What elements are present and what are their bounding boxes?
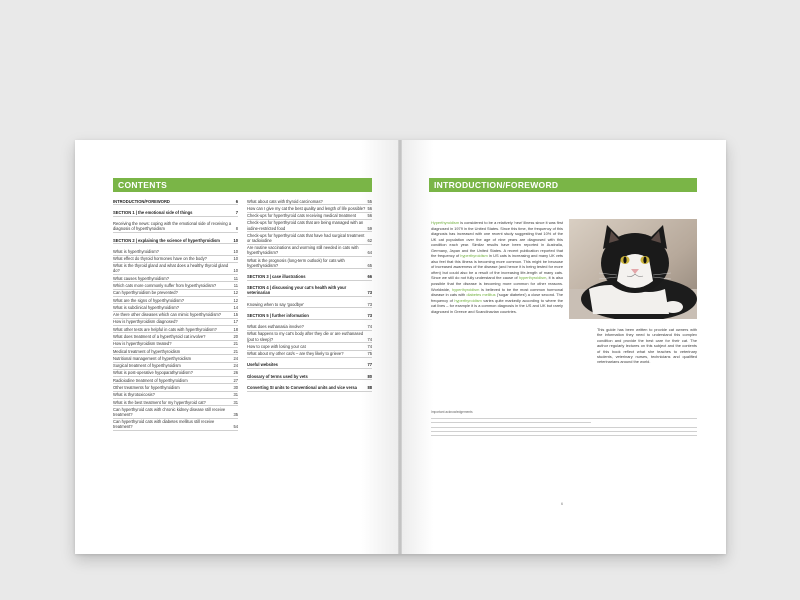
toc-entry <box>113 237 238 244</box>
toc-entry-title: Can hyperthyroid cats with chronic kidney disease still receive treatment? <box>113 406 226 417</box>
highlight-term: hyperthyroidism <box>454 297 482 303</box>
toc-entry-title: Surgical treatment of hyperthyroidism <box>113 363 181 369</box>
toc-entry <box>113 384 238 391</box>
book-gutter <box>398 140 402 554</box>
toc-entry-title: SECTION 5 | further information <box>247 312 309 318</box>
contents-banner: CONTENTS <box>113 178 372 192</box>
toc-entry <box>247 301 372 308</box>
highlight-term: hyperthyroidism <box>451 286 480 292</box>
toc-entry <box>113 348 238 355</box>
toc-entry <box>113 263 238 275</box>
toc-entry-title: Radioiodine treatment of hyperthyroidism <box>113 377 188 383</box>
toc-entry-title: Knowing when to say 'goodbye' <box>247 301 305 307</box>
toc-entry-page: 56 <box>367 213 372 219</box>
toc-entry <box>247 312 372 319</box>
toc-entry <box>113 248 238 255</box>
toc-column-2 <box>247 198 372 392</box>
toc-entry-page: 12 <box>233 290 238 296</box>
toc-entry-title: Which cats more commonly suffer from hyperthyroidism? <box>113 283 217 289</box>
toc-entry-title: Medical treatment of hyperthyroidism <box>113 348 181 354</box>
fine-print-line <box>431 431 697 432</box>
toc-entry-title: SECTION 1 | the emotional side of things <box>113 209 193 215</box>
toc-entry-page: 6 <box>235 198 238 204</box>
intro-text-segment: is considered to be a relatively 'new' illness since it was first diagnosed in 1979 in the United States. Since this time, the frequency of this diagnosis has increased with one recent study suggesting that 10% of the UK cat population over the age of nine years are diagnosed with this condition each year. Similar results have been reported in Australia, Germany, Japan and the United States. A recent publication reported that the frequency of <box>431 220 563 259</box>
toc-entry-title: What about my other cat/s – are they likely to grieve? <box>247 351 344 357</box>
toc-entry <box>113 399 238 406</box>
contents-page <box>75 140 400 554</box>
intro-text-segment: ('sugar diabetes') a close second. The frequency of <box>431 292 564 303</box>
toc-entry-title: Can hyperthyroid cats with diabetes mellitus still receive treatment? <box>113 419 215 430</box>
toc-entry-title: Can hyperthyroidism be prevented? <box>113 290 178 296</box>
toc-entry <box>247 285 372 297</box>
introduction-banner: INTRODUCTION/FOREWORD <box>429 178 697 192</box>
toc-entry <box>113 312 238 319</box>
toc-entry <box>113 392 238 399</box>
intro-caption: This guide has been written to provide cat owners with the information they need to understand this complex condition and provide the best care for their cat. The author regularly lectures on this subject and the contents of this book reflect what she teaches to veterinary students, veterinary nurses, technicians and qualified veterinarians around the world. <box>597 327 697 365</box>
toc-entry-title: SECTION 3 | case illustrations <box>247 273 306 279</box>
toc-entry-title: SECTION 2 | explaining the science of hyperthyroidism <box>113 237 220 243</box>
toc-entry-title: What other tests are helpful in cats with hyperthyroidism? <box>113 326 217 332</box>
toc-entry-page: 66 <box>367 273 372 279</box>
toc-entry-page: 56 <box>367 205 372 211</box>
toc-entry-title: SECTION 4 | discussing your cat's health with your veterinarian <box>247 285 347 296</box>
toc-entry-page: 10 <box>233 237 238 243</box>
toc-entry-page: 74 <box>367 336 372 342</box>
toc-entry-title: What is thyrotoxicosis? <box>113 392 155 398</box>
cat-illustration <box>569 219 697 319</box>
toc-entry-title: What are the signs of hyperthyroidism? <box>113 297 184 303</box>
highlight-term: diabetes mellitus <box>466 292 496 298</box>
toc-entry <box>247 351 372 358</box>
toc-entry <box>247 384 372 391</box>
toc-entry-page: 10 <box>233 248 238 254</box>
toc-entry-page: 21 <box>233 348 238 354</box>
toc-entry-title: How to cope with losing your cat <box>247 343 306 349</box>
toc-entry-title: What causes hyperthyroidism? <box>113 275 169 281</box>
intro-paragraph <box>431 220 563 314</box>
toc-entry-title: How can I give my cat the best quality and length of life possible? <box>247 205 366 211</box>
introduction-page <box>401 140 726 554</box>
toc-entry-page: 54 <box>233 424 238 430</box>
toc-entry <box>247 232 372 244</box>
toc-entry <box>113 256 238 263</box>
toc-column-1 <box>113 198 238 431</box>
highlight-term: hyperthyroidism <box>518 275 547 281</box>
toc-entry-title: How is hyperthyroidism diagnosed? <box>113 319 178 325</box>
toc-entry <box>113 363 238 370</box>
toc-entry-page: 62 <box>367 237 372 243</box>
acknowledgements-fine-print <box>431 418 697 439</box>
toc-entry-page: 7 <box>235 209 238 215</box>
toc-entry <box>247 220 372 232</box>
toc-entry <box>113 406 238 418</box>
toc-entry-page: 59 <box>367 225 372 231</box>
toc-entry-title: Receiving the news: coping with the emotional side of receiving a diagnosis of hyperthyroidism <box>113 221 232 232</box>
toc-entry-title: What does euthanasia involve? <box>247 324 304 330</box>
toc-entry <box>113 370 238 377</box>
toc-entry-page: 73 <box>367 290 372 296</box>
toc-entry <box>113 282 238 289</box>
toc-entry-title: Nutritional management of hyperthyroidism <box>113 355 192 361</box>
toc-entry <box>113 221 238 233</box>
toc-entry <box>113 326 238 333</box>
toc-entry <box>113 333 238 340</box>
toc-entry <box>113 290 238 297</box>
toc-entry-title: Are routine vaccinations and worming still needed in cats with hyperthyroidism? <box>247 245 359 256</box>
toc-entry-page: 8 <box>235 226 238 232</box>
fine-print-line <box>431 427 697 428</box>
fine-print-line <box>431 435 697 436</box>
toc-entry-title: Are there other diseases which can mimic hyperthyroidism? <box>113 312 222 318</box>
toc-entry-page: 88 <box>367 384 372 390</box>
toc-entry-page: 20 <box>233 334 238 339</box>
toc-entry-title: Other treatments for hyperthyroidism <box>113 384 180 390</box>
page-number: 6 <box>561 502 563 506</box>
toc-entry <box>113 355 238 362</box>
highlight-term: hyperthyroidism <box>460 253 488 259</box>
toc-entry-title: What is subclinical hyperthyroidism? <box>113 304 179 310</box>
toc-entry-page: 12 <box>233 297 238 303</box>
toc-entry <box>247 205 372 212</box>
toc-entry <box>247 331 372 343</box>
toc-entry-page: 74 <box>367 324 372 330</box>
toc-entry-title: What is hyperthyroidism? <box>113 248 159 254</box>
fine-print-line <box>431 422 591 423</box>
toc-entry-title: What effect do thyroid hormones have on the body? <box>113 256 207 262</box>
cat-photo <box>569 219 697 319</box>
toc-entry-page: 21 <box>233 341 238 347</box>
toc-entry-page: 24 <box>233 363 238 369</box>
toc-entry-page: 64 <box>367 250 372 256</box>
toc-entry <box>113 319 238 326</box>
toc-entry-page: 15 <box>233 312 238 318</box>
toc-entry <box>113 209 238 216</box>
toc-entry-page: 77 <box>367 362 372 368</box>
intro-text-segment: , it is also possible that the disease is becoming more common for other reasons. Worldwide, <box>431 275 563 292</box>
highlight-term: Hyperthyroidism <box>431 220 460 225</box>
toc-entry-page: 26 <box>233 370 238 376</box>
toc-entry-title: How is hyperthyroidism treated? <box>113 341 172 347</box>
toc-entry <box>113 297 238 304</box>
toc-entry-title: What happens to my cat's body after they die or are euthanased (put to sleep)? <box>247 331 364 342</box>
toc-entry-title: What about cats with thyroid carcinomas? <box>247 198 323 204</box>
toc-entry-page: 11 <box>233 275 238 281</box>
toc-entry-page: 11 <box>233 283 238 289</box>
toc-entry-page: 10 <box>233 268 238 274</box>
toc-entry-title: What is the thyroid gland and what does a healthy thyroid gland do? <box>113 263 229 274</box>
toc-entry-page: 73 <box>367 301 372 307</box>
toc-entry <box>247 257 372 269</box>
toc-entry-title: What is the prognosis (long-term outlook) for cats with hyperthyroidism? <box>247 257 345 268</box>
toc-entry <box>113 275 238 282</box>
toc-entry-title: Glossary of terms used by vets <box>247 373 308 379</box>
toc-entry-page: 35 <box>233 411 238 417</box>
fine-print-line <box>431 418 697 419</box>
toc-entry-page: 10 <box>233 256 238 262</box>
toc-entry <box>247 343 372 350</box>
toc-entry-title: Check-ups for hyperthyroid cats receiving medical treatment <box>247 213 356 219</box>
acknowledgements-title: Important acknowledgements <box>431 410 473 414</box>
toc-entry <box>247 273 372 280</box>
toc-entry-title: What is post-operative hypoparathyroidism? <box>113 370 193 376</box>
toc-entry-page: 14 <box>233 304 238 310</box>
toc-entry-page: 75 <box>367 351 372 357</box>
toc-entry <box>247 324 372 331</box>
toc-entry-page: 30 <box>233 384 238 390</box>
toc-entry-page: 31 <box>233 399 238 405</box>
toc-entry-title: Converting SI units to Conventional units and vice versa <box>247 384 357 390</box>
toc-entry <box>247 213 372 220</box>
intro-text-segment: is believed to be the most common hormonal disease in cats with <box>431 286 563 298</box>
toc-entry <box>247 362 372 369</box>
toc-entry <box>247 198 372 205</box>
toc-entry-page: 31 <box>233 392 238 398</box>
book-spread <box>75 140 726 554</box>
toc-entry <box>113 377 238 384</box>
toc-entry-title: INTRODUCTION/FOREWORD <box>113 198 170 204</box>
toc-entry <box>113 304 238 311</box>
toc-entry <box>247 245 372 257</box>
toc-entry <box>113 198 238 205</box>
toc-entry-title: Check-ups for hyperthyroid cats that are being managed with an iodine-restricted food <box>247 220 364 231</box>
toc-entry-page: 27 <box>233 377 238 383</box>
toc-entry <box>113 341 238 348</box>
toc-entry-title: What is the best treatment for my hyperthyroid cat? <box>113 399 206 405</box>
toc-entry-page: 65 <box>367 262 372 268</box>
toc-entry-page: 17 <box>233 319 238 325</box>
toc-entry-page: 55 <box>367 198 372 204</box>
toc-entry-page: 18 <box>233 326 238 332</box>
toc-entry-page: 24 <box>233 355 238 361</box>
toc-entry <box>113 419 238 431</box>
toc-entry-page: 73 <box>367 312 372 318</box>
toc-entry-page: 74 <box>367 343 372 349</box>
toc-entry-title: Check-ups for hyperthyroid cats that have had surgical treatment or radioiodine <box>247 232 365 243</box>
intro-text-segment: varies quite markedly according to where the cat lives – for example it is a common diagnosis in the US and UK but rarely diagnosed in Greece and Scandinavian countries. <box>431 297 563 314</box>
toc-entry <box>247 373 372 380</box>
toc-entry-title: Useful websites <box>247 362 278 368</box>
intro-text-segment: in US cats is increasing and many UK vets also feel that this illness is becoming more common. This might be because of increased awareness of the disease (and hence it is being tested for more often) but could also be a result of the increasing life-length of many cats. Since we still do not fully understand the cause of <box>431 253 564 281</box>
toc-entry-title: What does treatment of a hyperthyroid cat involve? <box>113 334 206 339</box>
toc-entry-page: 80 <box>367 373 372 379</box>
